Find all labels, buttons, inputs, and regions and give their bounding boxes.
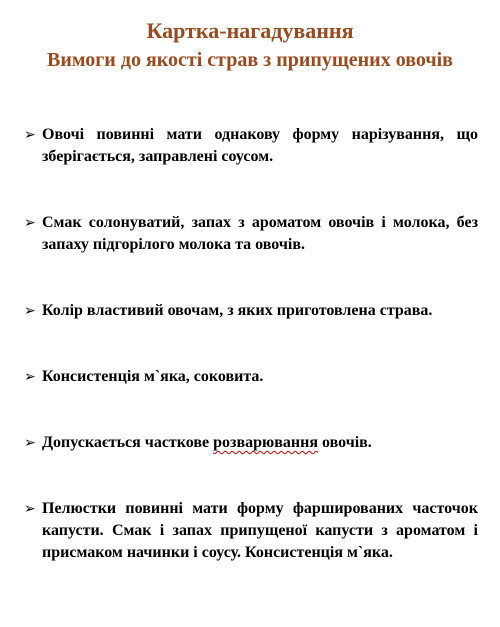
list-item-text-after: овочів. — [317, 434, 372, 451]
list-item-text: Смак солонуватий, запах з ароматом овочів і молока, без запаху підгорілого молока та овочів. — [42, 214, 478, 253]
list-item-text: Пелюстки повинні мати форму фаршированих часточок капусти. Смак і запах припущеної капусти з ароматом і присмаком начинки і соусу. Консистенція м`яка. — [42, 500, 478, 561]
list-item-text: Овочі повинні мати однакову форму нарізування, що зберігається, заправлені соусом. — [42, 126, 478, 165]
list-item — [22, 124, 478, 168]
list-item — [22, 498, 478, 564]
arrowhead-bullet-icon: ➢ — [24, 215, 36, 231]
list-item-text: Колір властивий овочам, з яких приготовлена страва. — [42, 302, 433, 319]
list-item — [22, 300, 478, 322]
arrowhead-bullet-icon: ➢ — [24, 435, 36, 451]
list-item-text — [42, 434, 372, 451]
list-item — [22, 432, 478, 454]
list-item — [22, 366, 478, 388]
arrowhead-bullet-icon: ➢ — [24, 501, 36, 517]
spellcheck-flagged-word: розварювання — [213, 434, 318, 451]
list-item-text: Консистенція м`яка, соковита. — [42, 368, 264, 385]
list-item-text-before: Допускається часткове — [42, 434, 214, 451]
page-title: Картка-нагадування — [146, 18, 354, 43]
arrowhead-bullet-icon: ➢ — [24, 303, 36, 319]
page-subtitle: Вимоги до якості страв з припущених овочів — [47, 49, 453, 71]
arrowhead-bullet-icon: ➢ — [24, 369, 36, 385]
list-item — [22, 212, 478, 256]
reminder-card-header — [0, 18, 500, 72]
requirements-list — [22, 124, 478, 608]
arrowhead-bullet-icon: ➢ — [24, 127, 36, 143]
